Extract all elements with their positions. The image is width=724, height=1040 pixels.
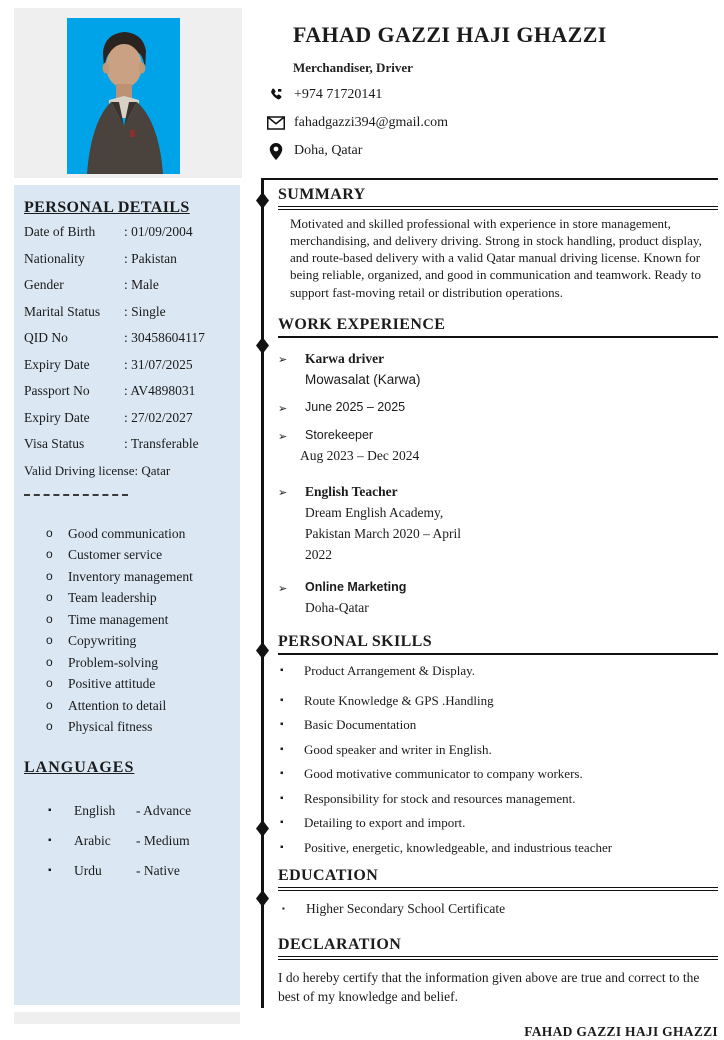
square-bullet-icon: ▪ xyxy=(280,841,284,853)
personal-details-heading: PERSONAL DETAILS xyxy=(24,199,190,216)
work-entry: ➢ English Teacher Dream English Academy, Pakistan March 2020 – April 2022 xyxy=(278,483,461,562)
signature-name: FAHAD GAZZI HAJI GHAZZI xyxy=(524,1023,718,1039)
summary-text: Motivated and skilled professional with experience in store management, merchandising, and delivery driving. Strong in stock handling, product display, and route-based delivery with a valid Qatar manual driving license. Known for being reliable, organized, and good in communication and teamwork. Ready to support fast-moving retail or distribution operations. xyxy=(290,216,702,300)
square-bullet-icon: ▪ xyxy=(48,835,52,846)
work-entry: ➢ Storekeeper Aug 2023 – Dec 2024 xyxy=(278,427,420,463)
square-bullet-icon: ▪ xyxy=(280,743,284,755)
location-row xyxy=(266,142,716,160)
list-item: ▪ Good speaker and writer in English. xyxy=(280,741,492,757)
declaration-text: I do hereby certify that the information given above are true and correct to the best of my knowledge and belief. xyxy=(278,969,700,1005)
email-icon xyxy=(266,114,285,132)
education-heading: EDUCATION xyxy=(278,867,718,891)
square-bullet-icon: ▪ xyxy=(282,903,285,913)
arrow-bullet-icon: ➢ xyxy=(278,430,288,443)
arrow-bullet-icon: ➢ xyxy=(278,582,288,595)
circle-bullet-icon: o xyxy=(46,568,53,583)
arrow-bullet-icon: ➢ xyxy=(278,486,288,499)
email-address: fahadgazzi394@gmail.com xyxy=(294,115,448,130)
list-item: o Positive attitude xyxy=(46,676,156,691)
driving-license-note: Valid Driving license: Qatar xyxy=(24,462,171,478)
personal-skills-list xyxy=(278,663,718,856)
square-bullet-icon: ▪ xyxy=(280,719,284,731)
personal-skills-heading: PERSONAL SKILLS xyxy=(278,633,718,655)
phone-icon xyxy=(266,86,285,104)
circle-bullet-icon: o xyxy=(46,611,53,626)
phone-row xyxy=(266,86,716,104)
list-item: ▪ Positive, energetic, knowledgeable, and industrious teacher xyxy=(280,839,613,855)
main-content xyxy=(278,186,718,1040)
list-item: ▪ Detailing to export and import. xyxy=(280,815,466,831)
circle-bullet-icon: o xyxy=(46,525,53,540)
square-bullet-icon: ▪ xyxy=(48,805,52,816)
header xyxy=(266,22,716,160)
diamond-marker xyxy=(256,820,269,837)
circle-bullet-icon: o xyxy=(46,654,53,669)
photo-panel xyxy=(14,8,242,178)
job-title: Merchandiser, Driver xyxy=(293,60,413,75)
square-bullet-icon: ▪ xyxy=(280,664,284,676)
list-item: o Good communication xyxy=(46,525,186,541)
detail-row: Marital Status : Single xyxy=(24,303,166,319)
location-pin-icon xyxy=(266,142,285,160)
list-item: o Physical fitness xyxy=(46,719,153,734)
circle-bullet-icon: o xyxy=(46,676,53,690)
detail-row: QID No : 30458604117 xyxy=(24,330,205,345)
section-rule xyxy=(261,178,264,1008)
detail-row: Passport No : AV4898031 xyxy=(24,383,196,398)
list-item: o Team leadership xyxy=(46,590,157,605)
list-item: ▪ Basic Documentation xyxy=(280,717,417,733)
list-item: ▪ Arabic - Medium xyxy=(48,833,190,848)
page-title: FAHAD GAZZI HAJI GHAZZI xyxy=(293,22,607,47)
circle-bullet-icon: o xyxy=(46,633,53,647)
diamond-marker xyxy=(256,337,269,354)
work-entry: ➢ June 2025 – 2025 xyxy=(278,399,406,415)
circle-bullet-icon: o xyxy=(46,697,53,712)
list-item: ▪ English - Advance xyxy=(48,803,192,818)
summary-heading: SUMMARY xyxy=(278,186,718,210)
detail-row: Expiry Date : 31/07/2025 xyxy=(24,356,193,372)
square-bullet-icon: ▪ xyxy=(48,865,52,876)
declaration-heading: DECLARATION xyxy=(278,936,718,960)
divider xyxy=(261,178,718,180)
email-row xyxy=(266,114,716,132)
list-item: o Attention to detail xyxy=(46,697,167,713)
list-item: ▪ Responsibility for stock and resources management. xyxy=(280,790,576,806)
list-item: ▪ Product Arrangement & Display. xyxy=(280,662,476,678)
circle-bullet-icon: o xyxy=(46,719,53,733)
soft-skills-list xyxy=(24,526,232,736)
circle-bullet-icon: o xyxy=(46,547,53,561)
diamond-marker xyxy=(256,642,269,659)
list-item: ▪ Good motivative communicator to company workers. xyxy=(280,766,583,782)
personal-details-list xyxy=(24,224,232,452)
square-bullet-icon: ▪ xyxy=(280,694,284,706)
list-item: o Inventory management xyxy=(46,568,193,584)
list-item: ▪ Higher Secondary School Certificate xyxy=(278,901,718,917)
list-item: o Time management xyxy=(46,611,169,627)
detail-row: Nationality : Pakistan xyxy=(24,250,177,266)
location-text: Doha, Qatar xyxy=(294,143,363,158)
arrow-bullet-icon: ➢ xyxy=(278,402,288,415)
list-item: o Customer service xyxy=(46,547,163,562)
work-experience-heading: WORK EXPERIENCE xyxy=(278,316,718,338)
diamond-marker xyxy=(256,192,269,209)
divider xyxy=(24,494,128,496)
work-entry: ➢ Karwa driver Mowasalat (Karwa) xyxy=(278,350,421,387)
detail-row: Date of Birth : 01/09/2004 xyxy=(24,224,193,239)
list-item: ▪ Urdu - Native xyxy=(48,863,180,878)
diamond-marker xyxy=(256,890,269,907)
list-item: o Problem-solving xyxy=(46,654,158,670)
profile-photo xyxy=(67,18,180,174)
sidebar xyxy=(14,185,240,1005)
list-item: o Copywriting xyxy=(46,633,137,648)
languages-heading: LANGUAGES xyxy=(24,759,135,776)
square-bullet-icon: ▪ xyxy=(280,768,284,780)
work-entry: ➢ Online Marketing Doha-Qatar xyxy=(278,579,407,615)
detail-row: Gender : Male xyxy=(24,277,159,292)
languages-list xyxy=(24,803,232,879)
detail-row: Expiry Date : 27/02/2027 xyxy=(24,409,193,425)
detail-row: Visa Status : Transferable xyxy=(24,436,199,451)
square-bullet-icon: ▪ xyxy=(280,792,284,804)
square-bullet-icon: ▪ xyxy=(280,817,284,829)
phone-number: +974 71720141 xyxy=(294,87,383,102)
list-item: ▪ Route Knowledge & GPS .Handling xyxy=(280,692,494,708)
circle-bullet-icon: o xyxy=(46,590,53,604)
arrow-bullet-icon: ➢ xyxy=(278,353,288,366)
page-footer-strip xyxy=(14,1012,240,1024)
